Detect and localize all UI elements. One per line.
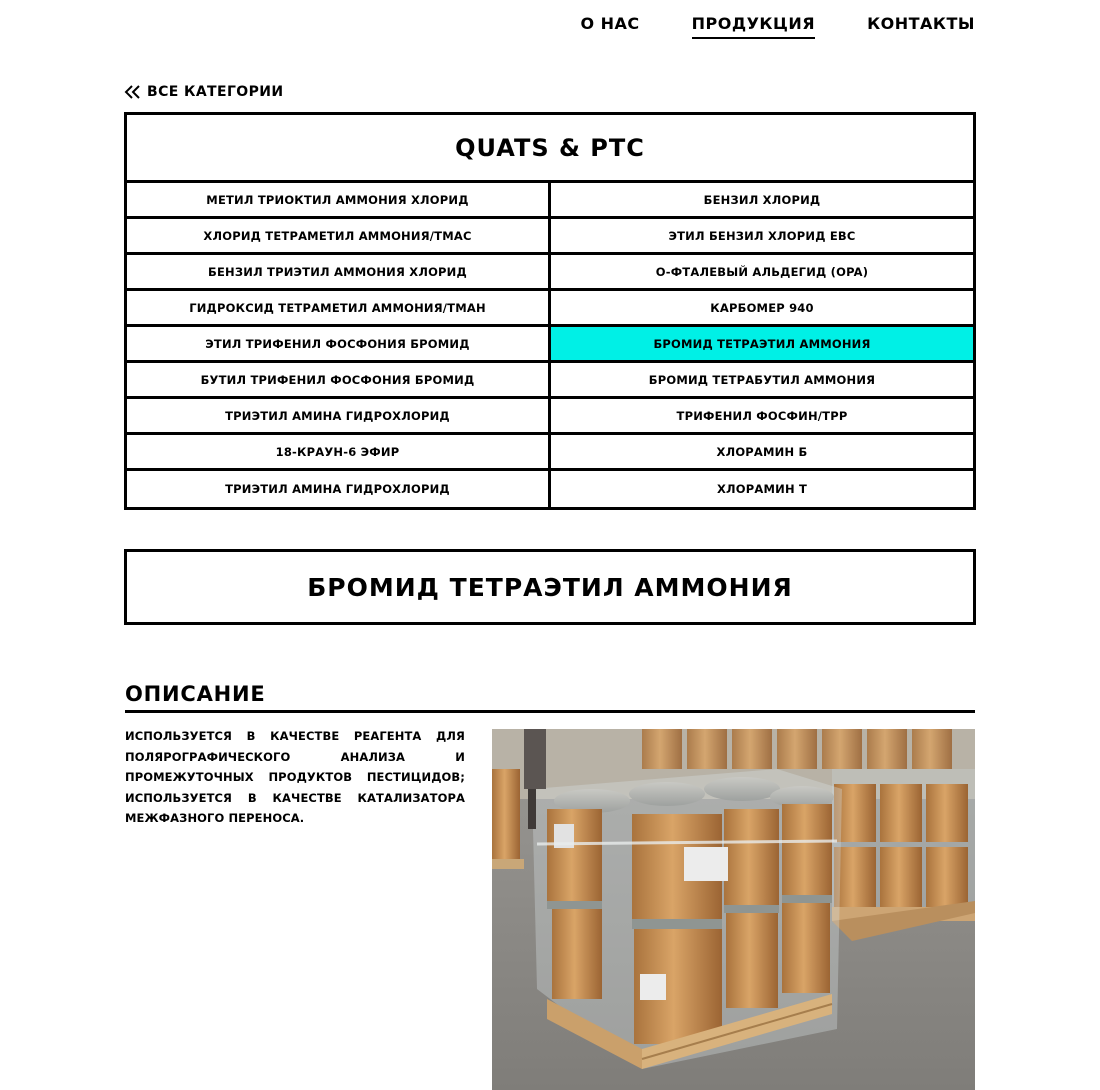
all-categories-link[interactable] <box>124 84 284 100</box>
category-item[interactable]: ТРИФЕНИЛ ФОСФИН/TPP <box>551 399 973 435</box>
category-item[interactable]: ХЛОРИД ТЕТРАМЕТИЛ АММОНИЯ/TMAC <box>127 219 551 255</box>
category-item[interactable]: ХЛОРАМИН Б <box>551 435 973 471</box>
category-item[interactable]: ГИДРОКСИД ТЕТРАМЕТИЛ АММОНИЯ/TMAH <box>127 291 551 327</box>
category-item[interactable]: БЕНЗИЛ ХЛОРИД <box>551 183 973 219</box>
category-item[interactable]: О-ФТАЛЕВЫЙ АЛЬДЕГИД (OPA) <box>551 255 973 291</box>
category-item-selected[interactable]: БРОМИД ТЕТРАЭТИЛ АММОНИЯ <box>551 327 973 363</box>
category-item[interactable]: ЭТИЛ ТРИФЕНИЛ ФОСФОНИЯ БРОМИД <box>127 327 551 363</box>
double-chevron-left-icon <box>124 84 141 100</box>
category-item[interactable]: БЕНЗИЛ ТРИЭТИЛ АММОНИЯ ХЛОРИД <box>127 255 551 291</box>
product-photo <box>492 729 975 1090</box>
nav-about[interactable]: О НАС <box>580 14 640 33</box>
category-item[interactable]: ХЛОРАМИН Т <box>716 482 808 496</box>
product-title: БРОМИД ТЕТРАЭТИЛ АММОНИЯ <box>124 549 976 625</box>
category-grid <box>127 183 973 507</box>
category-item[interactable]: БУТИЛ ТРИФЕНИЛ ФОСФОНИЯ БРОМИД <box>127 363 551 399</box>
category-title: QUATS & PTC <box>127 115 973 183</box>
category-item[interactable]: КАРБОМЕР 940 <box>551 291 973 327</box>
nav-products[interactable]: ПРОДУКЦИЯ <box>692 14 815 39</box>
description-text: ИСПОЛЬЗУЕТСЯ В КАЧЕСТВЕ РЕАГЕНТА ДЛЯ ПОЛЯРОГРАФИЧЕСКОГО АНАЛИЗА И ПРОМЕЖУТОЧНЫХ ПРОДУКТОВ ПЕСТИЦИДОВ; ИСПОЛЬЗУЕТСЯ В КАЧЕСТВЕ КАТАЛИЗАТОРА МЕЖФАЗНОГО ПЕРЕНОСА. <box>125 729 465 825</box>
category-item[interactable]: ТРИЭТИЛ АМИНА ГИДРОХЛОРИД <box>127 471 551 507</box>
category-item[interactable]: МЕТИЛ ТРИОКТИЛ АММОНИЯ ХЛОРИД <box>127 183 551 219</box>
category-item[interactable]: 18-КРАУН-6 ЭФИР <box>127 435 551 471</box>
description-heading: ОПИСАНИЕ <box>125 682 975 713</box>
top-nav <box>580 14 975 39</box>
category-item[interactable]: ЭТИЛ БЕНЗИЛ ХЛОРИД EBC <box>551 219 973 255</box>
category-table <box>124 112 976 510</box>
category-item[interactable]: ТРИЭТИЛ АМИНА ГИДРОХЛОРИД <box>127 399 551 435</box>
all-categories-label: ВСЕ КАТЕГОРИИ <box>147 84 284 100</box>
category-item[interactable]: БРОМИД ТЕТРАБУТИЛ АММОНИЯ <box>551 363 973 399</box>
nav-contacts[interactable]: КОНТАКТЫ <box>867 14 975 33</box>
